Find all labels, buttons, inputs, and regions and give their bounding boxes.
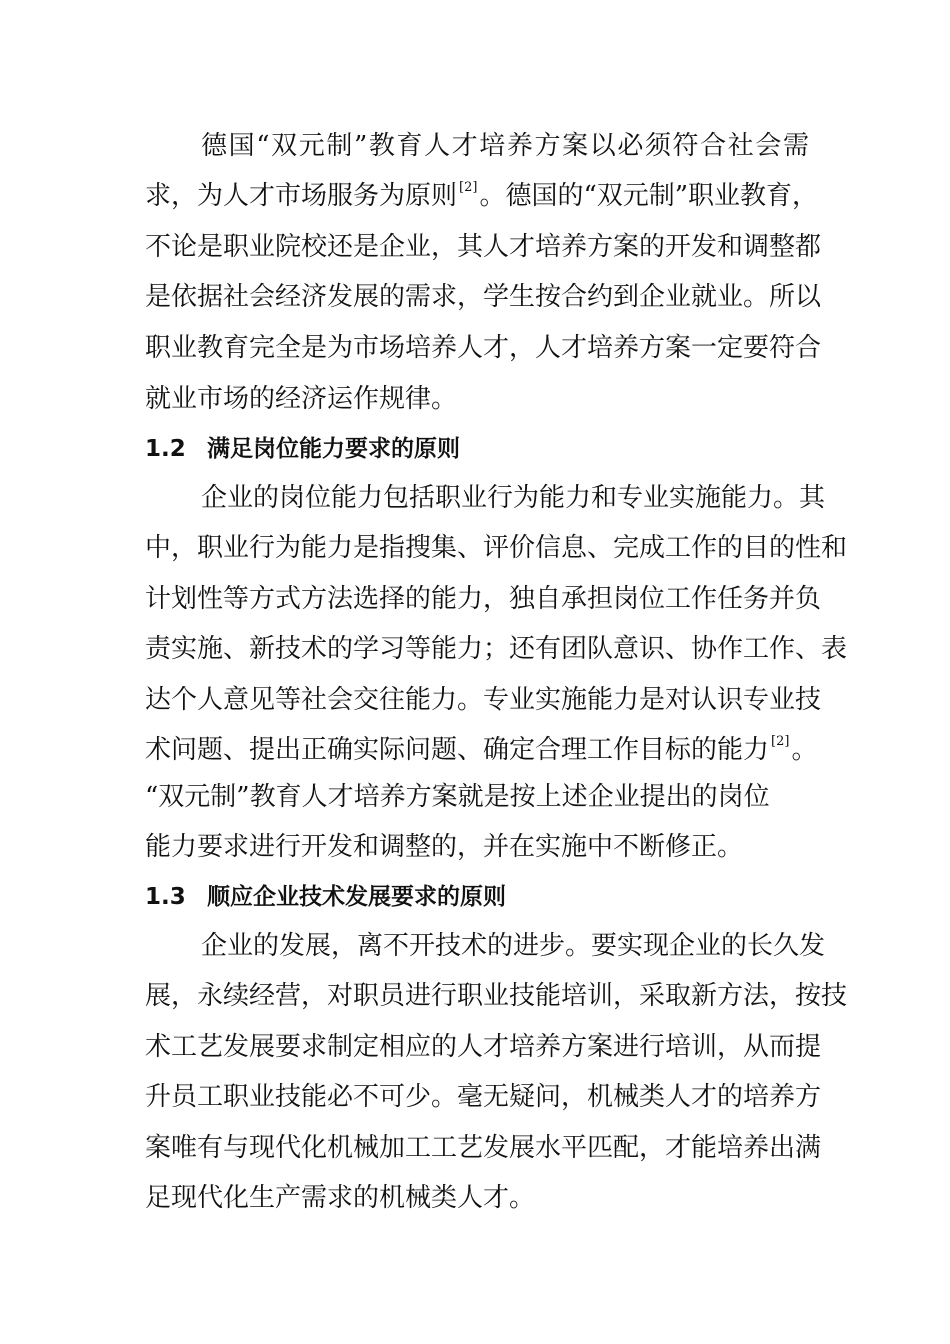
paragraph-line: 就业市场的经济运作规律。 [145,384,458,414]
section-heading [145,427,460,471]
paragraph-line: 中，职业行为能力是指搜集、评价信息、完成工作的目的性和 [145,533,848,563]
paragraph-line: “双元制”教育人才培养方案就是按上述企业提出的岗位 [145,782,770,812]
section-number: 1.3 [145,884,186,910]
paragraph-line: 术工艺发展要求制定相应的人才培养方案进行培训，从而提 [145,1032,822,1062]
text-run: 术问题、提出正确实际问题、确定合理工作目标的能力 [145,735,770,765]
paragraph-line [145,728,818,772]
paragraph-line: 德国“双元制”教育人才培养方案以必须符合社会需 [201,131,809,161]
paragraph-line: 计划性等方式方法选择的能力，独自承担岗位工作任务并负 [145,584,822,614]
paragraph-line: 责实施、新技术的学习等能力；还有团队意识、协作工作、表 [145,634,848,664]
section-title: 满足岗位能力要求的原则 [207,436,460,462]
section-title: 顺应企业技术发展要求的原则 [207,884,506,910]
paragraph-line: 升员工职业技能必不可少。毫无疑问，机械类人才的培养方 [145,1082,822,1112]
paragraph-line: 是依据社会经济发展的需求，学生按合约到企业就业。所以 [145,282,822,312]
paragraph-line: 足现代化生产需求的机械类人才。 [145,1183,536,1213]
text-run: 。德国的“双元制”职业教育， [479,181,819,211]
paragraph-line: 不论是职业院校还是企业，其人才培养方案的开发和调整都 [145,232,822,262]
citation: [2] [771,734,790,749]
paragraph-line: 展，永续经营，对职员进行职业技能培训，采取新方法，按技 [145,981,848,1011]
paragraph-line: 企业的岗位能力包括职业行为能力和专业实施能力。其 [201,483,826,513]
section-number: 1.2 [145,436,186,462]
paragraph-line: 案唯有与现代化机械加工工艺发展水平匹配，才能培养出满 [145,1133,822,1163]
paragraph-line: 能力要求进行开发和调整的，并在实施中不断修正。 [145,832,744,862]
paragraph-line: 职业教育完全是为市场培养人才，人才培养方案一定要符合 [145,333,822,363]
paragraph-line [145,174,819,218]
text-run: 求，为人才市场服务为原则 [145,181,458,211]
section-heading [145,875,506,919]
paragraph-line: 达个人意见等社会交往能力。专业实施能力是对认识专业技 [145,685,822,715]
text-run: 。 [791,735,818,765]
paragraph-line: 企业的发展，离不开技术的进步。要实现企业的长久发 [201,931,826,961]
citation: [2] [459,180,478,195]
